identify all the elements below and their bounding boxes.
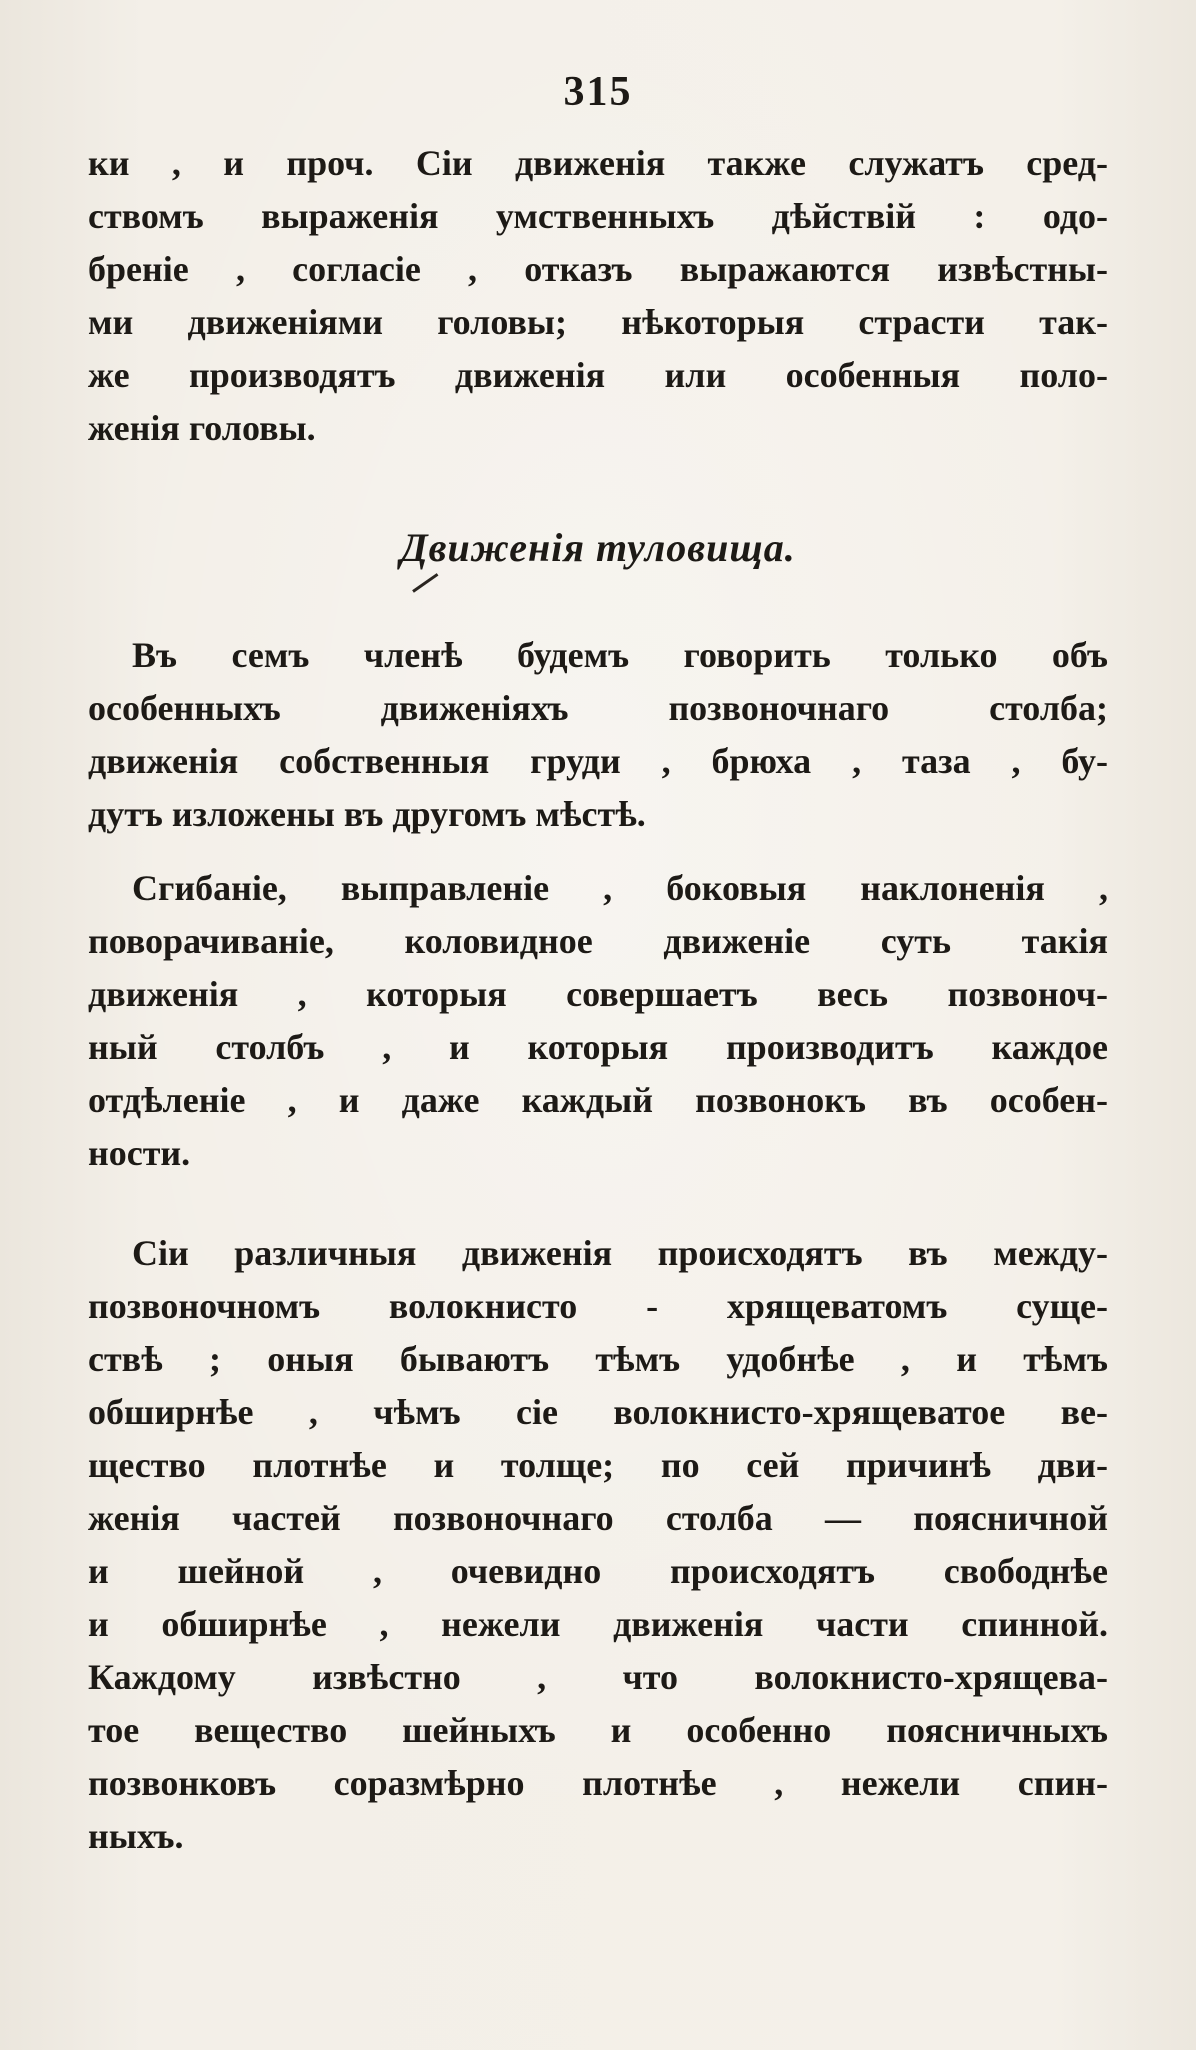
paragraph-line: женія головы. (88, 408, 316, 448)
page-number: 315 (563, 69, 633, 115)
section-heading: Движенія туловища. (400, 525, 796, 570)
paragraph-line: поворачиваніе, коловидное движеніе суть такія (88, 921, 1108, 961)
paragraph-line: обширнѣе , чѣмъ сіе волокнисто-хрящеватое ве- (88, 1392, 1108, 1432)
paragraph-line: позвонковъ соразмѣрно плотнѣе , нежели спин- (88, 1763, 1108, 1803)
paragraph-line: щество плотнѣе и толще; по сей причинѣ дви- (88, 1445, 1108, 1485)
paragraph-3 (88, 862, 1108, 1180)
paragraph-line: ности. (88, 1133, 191, 1173)
paragraph-2 (88, 629, 1108, 841)
paragraph-line: ный столбъ , и которыя производитъ каждое (88, 1027, 1108, 1067)
paragraph-1 (88, 137, 1108, 455)
paragraph-line: особенныхъ движеніяхъ позвоночнаго столба; (88, 688, 1108, 728)
paragraph-line: тое вещество шейныхъ и особенно поясничныхъ (88, 1710, 1108, 1750)
paragraph-4 (88, 1227, 1108, 1863)
paragraph-line: ки , и проч. Сіи движенія также служатъ сред- (88, 143, 1108, 183)
paragraph-line: Въ семъ членѣ будемъ говорить только объ (132, 635, 1108, 675)
paragraph-line: позвоночномъ волокнисто - хрящеватомъ суще- (88, 1286, 1108, 1326)
paragraph-line: ми движеніями головы; нѣкоторыя страсти так- (88, 302, 1108, 342)
paragraph-line: Сгибаніе, выправленіе , боковыя наклоненія , (132, 868, 1108, 908)
paragraph-line: Сіи различныя движенія происходятъ въ между- (132, 1233, 1108, 1273)
paragraph-line: движенія , которыя совершаетъ весь позвоноч- (88, 974, 1108, 1014)
paragraph-line: ныхъ. (88, 1816, 184, 1856)
paragraph-line: ствѣ ; оныя бываютъ тѣмъ удобнѣе , и тѣмъ (88, 1339, 1108, 1379)
paragraph-line: ствомъ выраженія умственныхъ дѣйствій : одо- (88, 196, 1108, 236)
pencil-mark (412, 573, 438, 593)
paragraph-line: движенія собственныя груди , брюха , таза , бу- (88, 741, 1108, 781)
paragraph-line: женія частей позвоночнаго столба — поясничной (88, 1498, 1108, 1538)
paragraph-line: и шейной , очевидно происходятъ свободнѣе (88, 1551, 1108, 1591)
paragraph-line: же производятъ движенія или особенныя поло- (88, 355, 1108, 395)
paragraph-line: отдѣленіе , и даже каждый позвонокъ въ особен- (88, 1080, 1108, 1120)
paragraph-line: Каждому извѣстно , что волокнисто-хрящева- (88, 1657, 1108, 1697)
paragraph-line: дутъ изложены въ другомъ мѣстѣ. (88, 794, 646, 834)
paragraph-line: и обширнѣе , нежели движенія части спинной. (88, 1604, 1108, 1644)
paragraph-line: бреніе , согласіе , отказъ выражаются извѣстны- (88, 249, 1108, 289)
